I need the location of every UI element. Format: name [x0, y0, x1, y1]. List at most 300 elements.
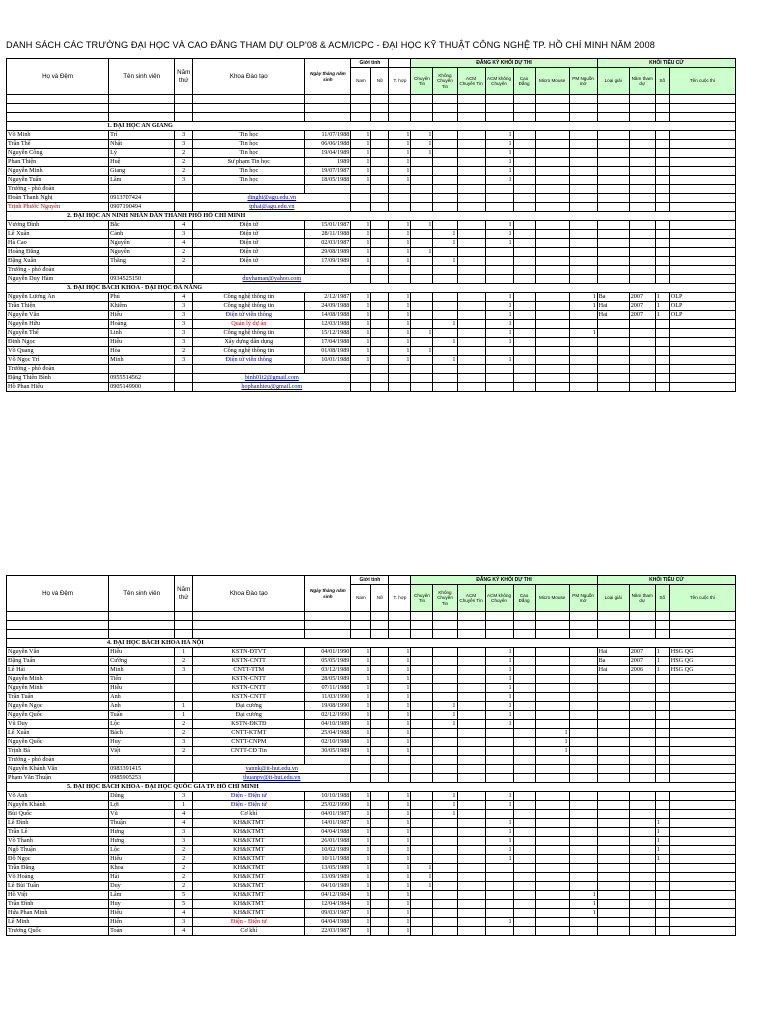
cell-acm-kc: 1 — [485, 702, 513, 711]
cell-ct: 1 — [411, 248, 433, 257]
blank-cell — [175, 266, 193, 275]
cell-so — [655, 927, 669, 936]
cell-ho: Đặng Tuấn — [7, 657, 109, 666]
cell-loai — [597, 131, 629, 140]
cell-nam-thu: 1 — [175, 702, 193, 711]
cell-khoa: Điện tử — [193, 230, 305, 239]
blank-cell — [597, 266, 629, 275]
cell-acm-ct — [457, 918, 485, 927]
cell-nam-thu: 3 — [175, 311, 193, 320]
cell-pm — [569, 648, 597, 657]
cell-nam: 1 — [351, 747, 371, 756]
cell-th: 1 — [389, 729, 411, 738]
header-ngay-sinh: Ngày tháng năm sinh — [305, 59, 351, 95]
cell-ct — [411, 846, 433, 855]
section-title: 1. ĐẠI HỌC AN GIANG — [7, 122, 736, 131]
blank-cell — [193, 113, 305, 122]
cell-khoa: KH&KTMT — [193, 864, 305, 873]
leader-email[interactable]: vannk@it-hut.edu.vn — [193, 765, 351, 774]
cell-pm — [569, 747, 597, 756]
cell-acm-ct — [457, 846, 485, 855]
leader-phone: 0955514562 — [109, 374, 175, 383]
blank-cell — [597, 365, 629, 374]
cell-ten: Lâm — [109, 176, 175, 185]
cell-ten: Việt — [109, 747, 175, 756]
blank-cell — [351, 365, 371, 374]
cell-acm-ct — [457, 302, 485, 311]
blank-cell — [411, 266, 433, 275]
cell-th: 1 — [389, 131, 411, 140]
cell-cuoc-thi: OLP — [669, 293, 735, 302]
cell-so — [655, 176, 669, 185]
cell-cd — [513, 167, 535, 176]
cell-acm-ct — [457, 873, 485, 882]
cell-acm-kc: 1 — [485, 149, 513, 158]
table-row — [7, 302, 736, 311]
blank-cell — [411, 95, 433, 104]
cell-acm-ct — [457, 320, 485, 329]
header-dang-ky: ĐĂNG KÝ KHỐI DỰ THI — [411, 59, 597, 68]
cell-ten: Giang — [109, 167, 175, 176]
leaders-label: Trưởng - phó đoàn — [7, 756, 109, 765]
cell-th: 1 — [389, 176, 411, 185]
blank-cell — [485, 383, 513, 392]
blank-cell — [433, 765, 457, 774]
cell-acm-ct — [457, 176, 485, 185]
cell-acm-kc: 1 — [485, 918, 513, 927]
cell-ngay: 29/08/1989 — [305, 248, 351, 257]
blank-cell — [513, 756, 535, 765]
cell-micro — [535, 846, 569, 855]
cell-pm — [569, 657, 597, 666]
cell-pm — [569, 882, 597, 891]
leader-row — [7, 203, 736, 212]
cell-pm — [569, 140, 597, 149]
cell-nu — [371, 738, 389, 747]
cell-pm — [569, 729, 597, 738]
blank-cell — [569, 185, 597, 194]
cell-micro — [535, 711, 569, 720]
blank-cell — [109, 630, 175, 639]
cell-nu — [371, 158, 389, 167]
blank-cell — [513, 185, 535, 194]
blank-cell — [371, 630, 389, 639]
blank-cell — [457, 365, 485, 374]
cell-nam: 1 — [351, 684, 371, 693]
cell-acm-kc — [485, 729, 513, 738]
cell-micro — [535, 657, 569, 666]
leader-email[interactable]: dtnghi@agu.edu.vn — [193, 194, 351, 203]
cell-ten: Hiển — [109, 918, 175, 927]
cell-so — [655, 239, 669, 248]
cell-pm — [569, 320, 597, 329]
cell-ct: 1 — [411, 131, 433, 140]
cell-loai — [597, 738, 629, 747]
cell-nu — [371, 900, 389, 909]
blank-cell — [305, 95, 351, 104]
cell-ngay: 04/01/1987 — [305, 810, 351, 819]
blank-cell — [411, 365, 433, 374]
blank-cell — [305, 104, 351, 113]
cell-nam-thu: 3 — [175, 140, 193, 149]
blank-cell — [629, 756, 655, 765]
leader-name: Phạm Văn Thuận — [7, 774, 109, 783]
cell-cd — [513, 873, 535, 882]
header-acm-chuyen-tin: ACM Chuyên Tin — [457, 585, 485, 612]
leader-phone: 0985905253 — [109, 774, 175, 783]
cell-micro — [535, 675, 569, 684]
leaders-label: Trưởng - phó đoàn — [7, 266, 109, 275]
blank-cell — [371, 194, 389, 203]
blank-cell — [669, 621, 735, 630]
blank-cell — [371, 774, 389, 783]
blank-row — [7, 104, 736, 113]
cell-acm-kc — [485, 810, 513, 819]
cell-kct — [433, 657, 457, 666]
cell-kct: 1 — [433, 356, 457, 365]
cell-acm-ct — [457, 329, 485, 338]
cell-ngay: 10/02/1989 — [305, 846, 351, 855]
cell-ct — [411, 819, 433, 828]
table-row — [7, 900, 736, 909]
cell-cd — [513, 909, 535, 918]
leaders-label: Trưởng - phó đoàn — [7, 185, 109, 194]
cell-khoa: Tin học — [193, 149, 305, 158]
cell-cd — [513, 248, 535, 257]
cell-cuoc-thi — [669, 864, 735, 873]
blank-cell — [629, 383, 655, 392]
cell-so — [655, 729, 669, 738]
cell-micro — [535, 720, 569, 729]
cell-ngay: 18/05/1988 — [305, 176, 351, 185]
cell-cuoc-thi — [669, 131, 735, 140]
cell-ngay: 04/04/1988 — [305, 828, 351, 837]
leader-email[interactable]: thuanpv@it-hut.edu.vn — [193, 774, 351, 783]
cell-loai — [597, 891, 629, 900]
blank-cell — [371, 621, 389, 630]
cell-ho: Nguyễn Thế — [7, 329, 109, 338]
cell-acm-kc: 1 — [485, 846, 513, 855]
cell-cd — [513, 738, 535, 747]
cell-ho: Đinh Ngọc — [7, 338, 109, 347]
cell-so — [655, 257, 669, 266]
cell-acm-kc: 1 — [485, 801, 513, 810]
cell-th: 1 — [389, 338, 411, 347]
cell-nam-thu: 2 — [175, 347, 193, 356]
cell-ct: 1 — [411, 347, 433, 356]
cell-kct — [433, 855, 457, 864]
cell-nam-td — [629, 738, 655, 747]
blank-cell — [175, 630, 193, 639]
cell-kct — [433, 176, 457, 185]
cell-ct — [411, 666, 433, 675]
cell-cd — [513, 747, 535, 756]
cell-nam: 1 — [351, 927, 371, 936]
blank-cell — [485, 765, 513, 774]
cell-acm-kc — [485, 738, 513, 747]
cell-nu — [371, 882, 389, 891]
table-row — [7, 257, 736, 266]
blank-cell — [569, 203, 597, 212]
blank-cell — [305, 185, 351, 194]
blank-cell — [535, 203, 569, 212]
cell-ho: Nguyễn Văn — [7, 311, 109, 320]
cell-ngay: 10/10/1988 — [305, 792, 351, 801]
blank-cell — [597, 374, 629, 383]
cell-nu — [371, 248, 389, 257]
cell-kct — [433, 648, 457, 657]
blank-cell — [411, 612, 433, 621]
cell-ho: Lê Xuân — [7, 729, 109, 738]
blank-cell — [535, 194, 569, 203]
cell-acm-ct — [457, 927, 485, 936]
table-row — [7, 738, 736, 747]
cell-nam-td — [629, 230, 655, 239]
cell-nam: 1 — [351, 356, 371, 365]
cell-nu — [371, 846, 389, 855]
blank-cell — [371, 104, 389, 113]
cell-acm-ct — [457, 140, 485, 149]
cell-cd — [513, 891, 535, 900]
cell-ngay: 04/10/1989 — [305, 720, 351, 729]
cell-ten: Cường — [109, 657, 175, 666]
cell-kct — [433, 747, 457, 756]
leader-email[interactable]: duyhaman@yahoo.com — [193, 275, 351, 284]
cell-ho: Hoàng Đăng — [7, 248, 109, 257]
cell-nam-td: 2007 — [629, 311, 655, 320]
blank-cell — [389, 95, 411, 104]
blank-cell — [535, 756, 569, 765]
cell-ho: Trương Quốc — [7, 927, 109, 936]
blank-cell — [411, 774, 433, 783]
cell-micro — [535, 149, 569, 158]
blank-cell — [175, 95, 193, 104]
blank-cell — [457, 630, 485, 639]
blank-cell — [457, 266, 485, 275]
blank-cell — [351, 765, 371, 774]
cell-loai — [597, 864, 629, 873]
cell-ct — [411, 738, 433, 747]
blank-cell — [655, 630, 669, 639]
blank-cell — [629, 185, 655, 194]
cell-nu — [371, 293, 389, 302]
blank-cell — [569, 95, 597, 104]
table-row — [7, 657, 736, 666]
cell-ten: Hải — [109, 873, 175, 882]
cell-loai — [597, 356, 629, 365]
blank-cell — [457, 621, 485, 630]
cell-ho: Nguyễn Minh — [7, 675, 109, 684]
cell-nam: 1 — [351, 837, 371, 846]
cell-ten: Tiến — [109, 675, 175, 684]
cell-ngay: 13/09/1989 — [305, 873, 351, 882]
cell-ct — [411, 900, 433, 909]
cell-nam-td — [629, 810, 655, 819]
cell-ho: Vũ Duy — [7, 720, 109, 729]
cell-ten: Toàn — [109, 927, 175, 936]
blank-cell — [513, 266, 535, 275]
blank-cell — [175, 756, 193, 765]
blank-cell — [109, 185, 175, 194]
cell-pm — [569, 311, 597, 320]
cell-nam-td — [629, 900, 655, 909]
cell-pm: 1 — [569, 329, 597, 338]
cell-nu — [371, 257, 389, 266]
cell-cd — [513, 176, 535, 185]
cell-ho: Hà Cao — [7, 239, 109, 248]
leader-email[interactable]: hophanhieu@gmail.com — [193, 383, 351, 392]
cell-nam-td — [629, 846, 655, 855]
cell-ngay: 14/01/1987 — [305, 819, 351, 828]
header-loai-giai: Loại giải — [597, 68, 629, 95]
cell-loai — [597, 819, 629, 828]
cell-loai — [597, 837, 629, 846]
cell-nu — [371, 711, 389, 720]
cell-acm-ct — [457, 819, 485, 828]
leader-phone: 0934525150 — [109, 275, 175, 284]
cell-ct — [411, 356, 433, 365]
cell-acm-kc: 1 — [485, 140, 513, 149]
leader-phone: 0905149900 — [109, 383, 175, 392]
cell-th: 1 — [389, 927, 411, 936]
cell-acm-ct — [457, 801, 485, 810]
cell-ngay: 12/03/1988 — [305, 320, 351, 329]
leader-email[interactable]: tphai@agu.edu.vn — [193, 203, 351, 212]
blank-cell — [389, 756, 411, 765]
cell-micro — [535, 131, 569, 140]
blank-cell — [655, 104, 669, 113]
cell-cd — [513, 221, 535, 230]
cell-nam-td — [629, 149, 655, 158]
cell-ngay: 04/12/1984 — [305, 891, 351, 900]
blank-cell — [669, 275, 735, 284]
cell-pm — [569, 167, 597, 176]
cell-ten: Hoàng — [109, 320, 175, 329]
leaders-label-row — [7, 756, 736, 765]
cell-micro — [535, 248, 569, 257]
cell-so — [655, 792, 669, 801]
blank-cell — [535, 185, 569, 194]
cell-cuoc-thi — [669, 356, 735, 365]
cell-ct — [411, 855, 433, 864]
blank-cell — [457, 275, 485, 284]
cell-ten: Thăng — [109, 257, 175, 266]
leaders-label: Trưởng - phó đoàn — [7, 365, 109, 374]
cell-nam: 1 — [351, 900, 371, 909]
cell-nu — [371, 720, 389, 729]
section-title: 4. ĐẠI HỌC BÁCH KHOA HÀ NỘI — [7, 639, 736, 648]
cell-ngay: 09/03/1987 — [305, 909, 351, 918]
cell-th: 1 — [389, 711, 411, 720]
blank-cell — [7, 113, 109, 122]
cell-th: 1 — [389, 666, 411, 675]
blank-cell — [175, 765, 193, 774]
cell-cuoc-thi — [669, 891, 735, 900]
blank-cell — [569, 374, 597, 383]
cell-khoa: KH&KTMT — [193, 828, 305, 837]
blank-cell — [7, 95, 109, 104]
table-row — [7, 729, 736, 738]
cell-micro — [535, 819, 569, 828]
cell-acm-ct — [457, 711, 485, 720]
blank-cell — [535, 765, 569, 774]
blank-cell — [433, 113, 457, 122]
blank-cell — [193, 95, 305, 104]
table-row — [7, 846, 736, 855]
cell-th: 1 — [389, 900, 411, 909]
cell-khoa: KH&KTMT — [193, 837, 305, 846]
cell-pm — [569, 711, 597, 720]
cell-khoa: Điện tử — [193, 257, 305, 266]
cell-so — [655, 356, 669, 365]
cell-kct — [433, 221, 457, 230]
header-khoi-tieu-cu: KHỐI TIÊU CỬ — [597, 576, 735, 585]
header-t-hop: T. hợp — [389, 585, 411, 612]
cell-ngay: 2/12/1987 — [305, 293, 351, 302]
table-row — [7, 891, 736, 900]
cell-th: 1 — [389, 648, 411, 657]
cell-ct: 1 — [411, 140, 433, 149]
table-row — [7, 720, 736, 729]
blank-cell — [485, 266, 513, 275]
cell-nu — [371, 176, 389, 185]
blank-cell — [433, 374, 457, 383]
cell-nam: 1 — [351, 302, 371, 311]
cell-cuoc-thi — [669, 882, 735, 891]
section-header — [7, 212, 736, 221]
cell-nam-td — [629, 711, 655, 720]
cell-so — [655, 918, 669, 927]
cell-nam: 1 — [351, 329, 371, 338]
table-row — [7, 347, 736, 356]
cell-ten: Hiếu — [109, 855, 175, 864]
cell-acm-kc: 1 — [485, 221, 513, 230]
blank-cell — [655, 275, 669, 284]
cell-nam: 1 — [351, 176, 371, 185]
cell-khoa: KH&KTMT — [193, 819, 305, 828]
cell-micro — [535, 167, 569, 176]
cell-cuoc-thi — [669, 693, 735, 702]
cell-kct — [433, 131, 457, 140]
cell-cd — [513, 900, 535, 909]
blank-cell — [457, 765, 485, 774]
table-row — [7, 882, 736, 891]
blank-cell — [351, 774, 371, 783]
cell-nam: 1 — [351, 738, 371, 747]
blank-cell — [655, 774, 669, 783]
cell-micro — [535, 918, 569, 927]
cell-loai: Hai — [597, 648, 629, 657]
cell-nam-thu: 4 — [175, 810, 193, 819]
cell-nu — [371, 131, 389, 140]
blank-cell — [485, 756, 513, 765]
cell-acm-ct — [457, 693, 485, 702]
cell-nam-td — [629, 882, 655, 891]
cell-acm-kc: 1 — [485, 657, 513, 666]
section-header — [7, 122, 736, 131]
cell-acm-kc — [485, 927, 513, 936]
cell-kct — [433, 158, 457, 167]
blank-cell — [513, 365, 535, 374]
leader-email[interactable]: binh01t2@gmail.com — [193, 374, 351, 383]
cell-acm-kc: 1 — [485, 320, 513, 329]
cell-loai — [597, 882, 629, 891]
cell-ten: Hiếu — [109, 338, 175, 347]
cell-kct — [433, 837, 457, 846]
blank-cell — [655, 113, 669, 122]
cell-micro — [535, 855, 569, 864]
blank-cell — [485, 95, 513, 104]
